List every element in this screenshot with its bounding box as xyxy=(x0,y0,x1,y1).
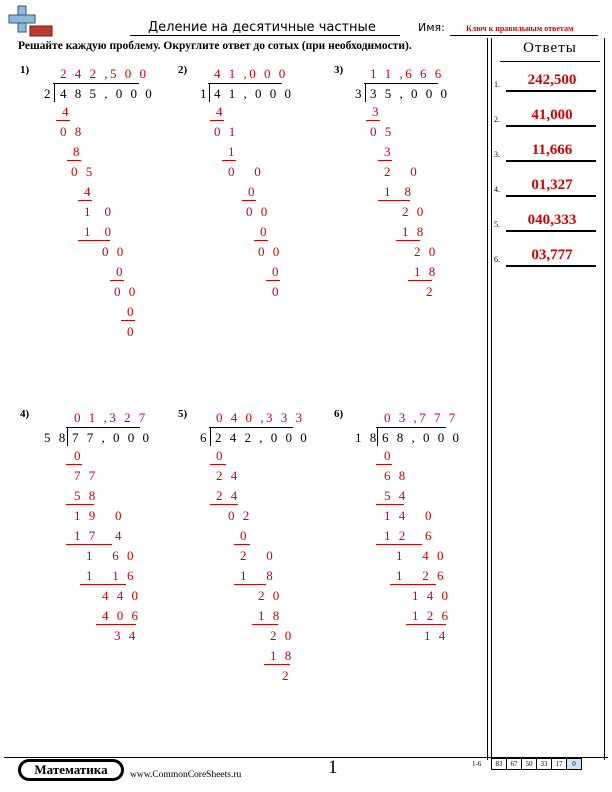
subtraction-line xyxy=(396,240,420,241)
work-step: 1 4 xyxy=(424,628,448,643)
divisor: 3 xyxy=(355,86,364,101)
subtraction-line xyxy=(376,544,422,545)
work-step: 4 4 0 xyxy=(102,588,141,603)
quotient: 1 1 ,6 6 6 xyxy=(370,66,444,81)
answer-line xyxy=(506,90,596,92)
division-bracket xyxy=(210,427,211,446)
work-step: 3 4 xyxy=(114,628,138,643)
answer-number: 3. xyxy=(494,150,500,159)
subtraction-line xyxy=(96,624,136,625)
divisor: 5 8 xyxy=(44,430,68,445)
subtraction-line xyxy=(78,200,92,201)
footer-url: www.CommonCoreSheets.ru xyxy=(130,770,242,780)
division-bar xyxy=(364,83,438,84)
dividend: 4 8 5 , 0 0 0 xyxy=(60,86,155,101)
work-step: 0 1 xyxy=(214,124,238,139)
work-step: 1 9 0 xyxy=(74,508,124,523)
work-step: 1 xyxy=(228,144,237,159)
work-step: 0 xyxy=(116,264,125,279)
answer-line xyxy=(506,230,596,232)
work-step: 2 xyxy=(426,284,435,299)
work-step: 1 0 xyxy=(84,224,114,239)
worksheet-title: Деление на десятичные частные xyxy=(148,20,376,35)
work-step: 1 4 0 xyxy=(412,588,451,603)
subtraction-line xyxy=(242,200,256,201)
answer-line xyxy=(506,265,596,267)
subtraction-line xyxy=(252,624,278,625)
answer-number: 4. xyxy=(494,185,500,194)
work-step: 1 8 xyxy=(402,224,426,239)
work-step: 6 8 xyxy=(384,468,408,483)
work-step: 2 4 xyxy=(216,488,240,503)
subtraction-line xyxy=(264,664,290,665)
subtraction-line xyxy=(110,280,124,281)
answers-title: Ответы xyxy=(523,40,577,56)
work-step: 5 4 xyxy=(384,488,408,503)
answer-line xyxy=(506,160,596,162)
work-step: 2 xyxy=(282,668,291,683)
work-step: 0 2 xyxy=(228,508,252,523)
work-step: 0 0 xyxy=(258,244,282,259)
answer-line xyxy=(506,195,596,197)
name-field-line[interactable] xyxy=(450,35,598,36)
subtraction-line xyxy=(234,584,266,585)
work-step: 0 5 xyxy=(370,124,394,139)
work-step: 0 xyxy=(272,284,281,299)
work-step: 7 7 xyxy=(74,468,98,483)
subtraction-line xyxy=(66,544,112,545)
work-step: 4 xyxy=(216,104,225,119)
problem-label: 3) xyxy=(334,64,344,76)
work-step: 5 8 xyxy=(74,488,98,503)
division-bar xyxy=(66,427,140,428)
work-step: 0 0 xyxy=(114,284,138,299)
work-step: 0 0 xyxy=(228,164,264,179)
work-step: 1 1 6 xyxy=(86,568,136,583)
subtraction-line xyxy=(378,200,410,201)
title-underline xyxy=(130,35,400,36)
page-number: 1 xyxy=(328,757,338,778)
problem-label: 1) xyxy=(20,64,30,76)
work-step: 4 0 6 xyxy=(102,608,141,623)
work-step: 2 0 xyxy=(270,628,294,643)
answer-value: 242,500 xyxy=(527,72,577,88)
work-step: 0 xyxy=(384,448,393,463)
logo-icon xyxy=(4,4,54,38)
subtraction-line xyxy=(406,624,446,625)
subtraction-line xyxy=(234,544,250,545)
division-bar xyxy=(208,83,282,84)
subtraction-line xyxy=(222,160,236,161)
answer-number: 5. xyxy=(494,220,500,229)
footer-badge-label: Математика xyxy=(21,762,121,778)
answer-number: 1. xyxy=(494,80,500,89)
answer-key-label: Ключ к правильным ответам xyxy=(466,24,574,33)
answer-column-border-left xyxy=(487,38,488,760)
subtraction-line xyxy=(78,240,110,241)
answer-line xyxy=(506,125,596,127)
work-step: 1 8 xyxy=(384,184,414,199)
quotient: 0 3 ,7 7 7 xyxy=(384,410,458,425)
name-label: Имя: xyxy=(418,21,445,34)
work-step: 2 0 xyxy=(384,164,420,179)
subtraction-line xyxy=(66,504,94,505)
division-bar xyxy=(376,427,446,428)
dividend: 7 7 , 0 0 0 xyxy=(72,430,152,445)
work-step: 0 xyxy=(127,304,136,319)
division-bracket xyxy=(54,83,55,102)
answer-value: 11,666 xyxy=(531,142,573,158)
work-step: 2 0 xyxy=(414,244,438,259)
subtraction-line xyxy=(376,504,404,505)
dividend: 6 8 , 0 0 0 xyxy=(382,430,462,445)
quotient: 4 1 ,0 0 0 xyxy=(214,66,288,81)
work-step: 2 0 xyxy=(258,588,282,603)
work-step: 0 xyxy=(74,448,83,463)
quotient: 2 4 2 ,5 0 0 xyxy=(60,66,149,81)
subtraction-line xyxy=(80,584,126,585)
subtraction-line xyxy=(408,280,432,281)
subtraction-line xyxy=(67,160,81,161)
work-step: 0 xyxy=(127,324,136,339)
work-step: 1 8 xyxy=(240,568,276,583)
problem-label: 5) xyxy=(178,408,188,420)
answer-column-border-inner xyxy=(491,38,492,760)
work-step: 8 xyxy=(73,144,82,159)
work-step: 0 xyxy=(260,224,269,239)
work-step: 3 xyxy=(372,104,381,119)
score-cell: 83 xyxy=(492,759,507,770)
instructions: Решайте каждую проблему. Округлите ответ до сотых (при необходимости). xyxy=(18,40,412,52)
quotient: 0 1 ,3 2 7 xyxy=(74,410,148,425)
work-step: 1 8 xyxy=(270,648,294,663)
problem-label: 2) xyxy=(178,64,188,76)
answer-number: 2. xyxy=(494,115,500,124)
score-cell: 17 xyxy=(552,759,567,770)
work-step: 0 0 xyxy=(102,244,126,259)
answer-value: 01,327 xyxy=(531,177,573,193)
work-step: 0 xyxy=(240,528,249,543)
subtraction-line xyxy=(210,120,224,121)
work-step: 1 7 4 xyxy=(74,528,124,543)
answer-value: 03,777 xyxy=(531,247,573,263)
work-step: 0 xyxy=(248,184,257,199)
score-cell: 67 xyxy=(507,759,522,770)
work-step: 0 0 xyxy=(246,204,270,219)
subtraction-line xyxy=(210,504,238,505)
problem-label: 4) xyxy=(20,408,30,420)
answers-title-underline xyxy=(500,61,600,62)
work-step: 2 0 xyxy=(240,548,276,563)
divisor: 2 xyxy=(44,86,53,101)
score-table xyxy=(491,758,582,770)
answer-number: 6. xyxy=(494,255,500,264)
divisor: 6 xyxy=(200,430,209,445)
problem-label: 6) xyxy=(334,408,344,420)
work-step: 1 4 0 xyxy=(384,508,434,523)
work-step: 2 4 xyxy=(216,468,240,483)
work-step: 3 xyxy=(384,144,393,159)
dividend: 3 5 , 0 0 0 xyxy=(370,86,450,101)
subtraction-line xyxy=(376,464,392,465)
answer-column-border-right xyxy=(604,38,605,760)
work-step: 2 0 xyxy=(402,204,426,219)
answer-value: 41,000 xyxy=(531,107,573,123)
quotient: 0 4 0 ,3 3 3 xyxy=(216,410,305,425)
work-step: 4 xyxy=(84,184,93,199)
subtraction-line xyxy=(254,240,268,241)
division-bar xyxy=(209,427,293,428)
subtraction-line xyxy=(56,120,70,121)
divisor: 1 8 xyxy=(355,430,379,445)
subtraction-line xyxy=(121,320,135,321)
subtraction-line xyxy=(66,464,82,465)
division-bracket xyxy=(365,83,366,102)
subtraction-line xyxy=(266,280,280,281)
dividend: 4 1 , 0 0 0 xyxy=(214,86,294,101)
work-step: 0 5 xyxy=(71,164,95,179)
division-bar xyxy=(53,83,139,84)
subtraction-line xyxy=(378,160,392,161)
work-step: 1 8 xyxy=(414,264,438,279)
answer-value: 040,333 xyxy=(527,212,577,228)
subtraction-line xyxy=(366,120,380,121)
work-step: 1 2 6 xyxy=(412,608,451,623)
work-step: 1 2 6 xyxy=(384,528,434,543)
score-cell: 0 xyxy=(567,759,582,770)
work-step: 0 8 xyxy=(60,124,84,139)
work-step: 1 6 0 xyxy=(86,548,136,563)
score-range: 1-6 xyxy=(472,760,482,768)
work-step: 1 2 6 xyxy=(396,568,446,583)
work-step: 4 xyxy=(62,104,71,119)
work-step: 1 0 xyxy=(84,204,114,219)
score-cell: 33 xyxy=(537,759,552,770)
dividend: 2 4 2 , 0 0 0 xyxy=(215,430,310,445)
work-step: 0 xyxy=(216,448,225,463)
work-step: 1 4 0 xyxy=(396,548,446,563)
subtraction-line xyxy=(390,584,436,585)
divisor: 1 xyxy=(200,86,209,101)
division-bracket xyxy=(209,83,210,102)
work-step: 1 8 xyxy=(258,608,282,623)
work-step: 0 xyxy=(272,264,281,279)
subtraction-line xyxy=(210,464,226,465)
score-cell: 50 xyxy=(522,759,537,770)
